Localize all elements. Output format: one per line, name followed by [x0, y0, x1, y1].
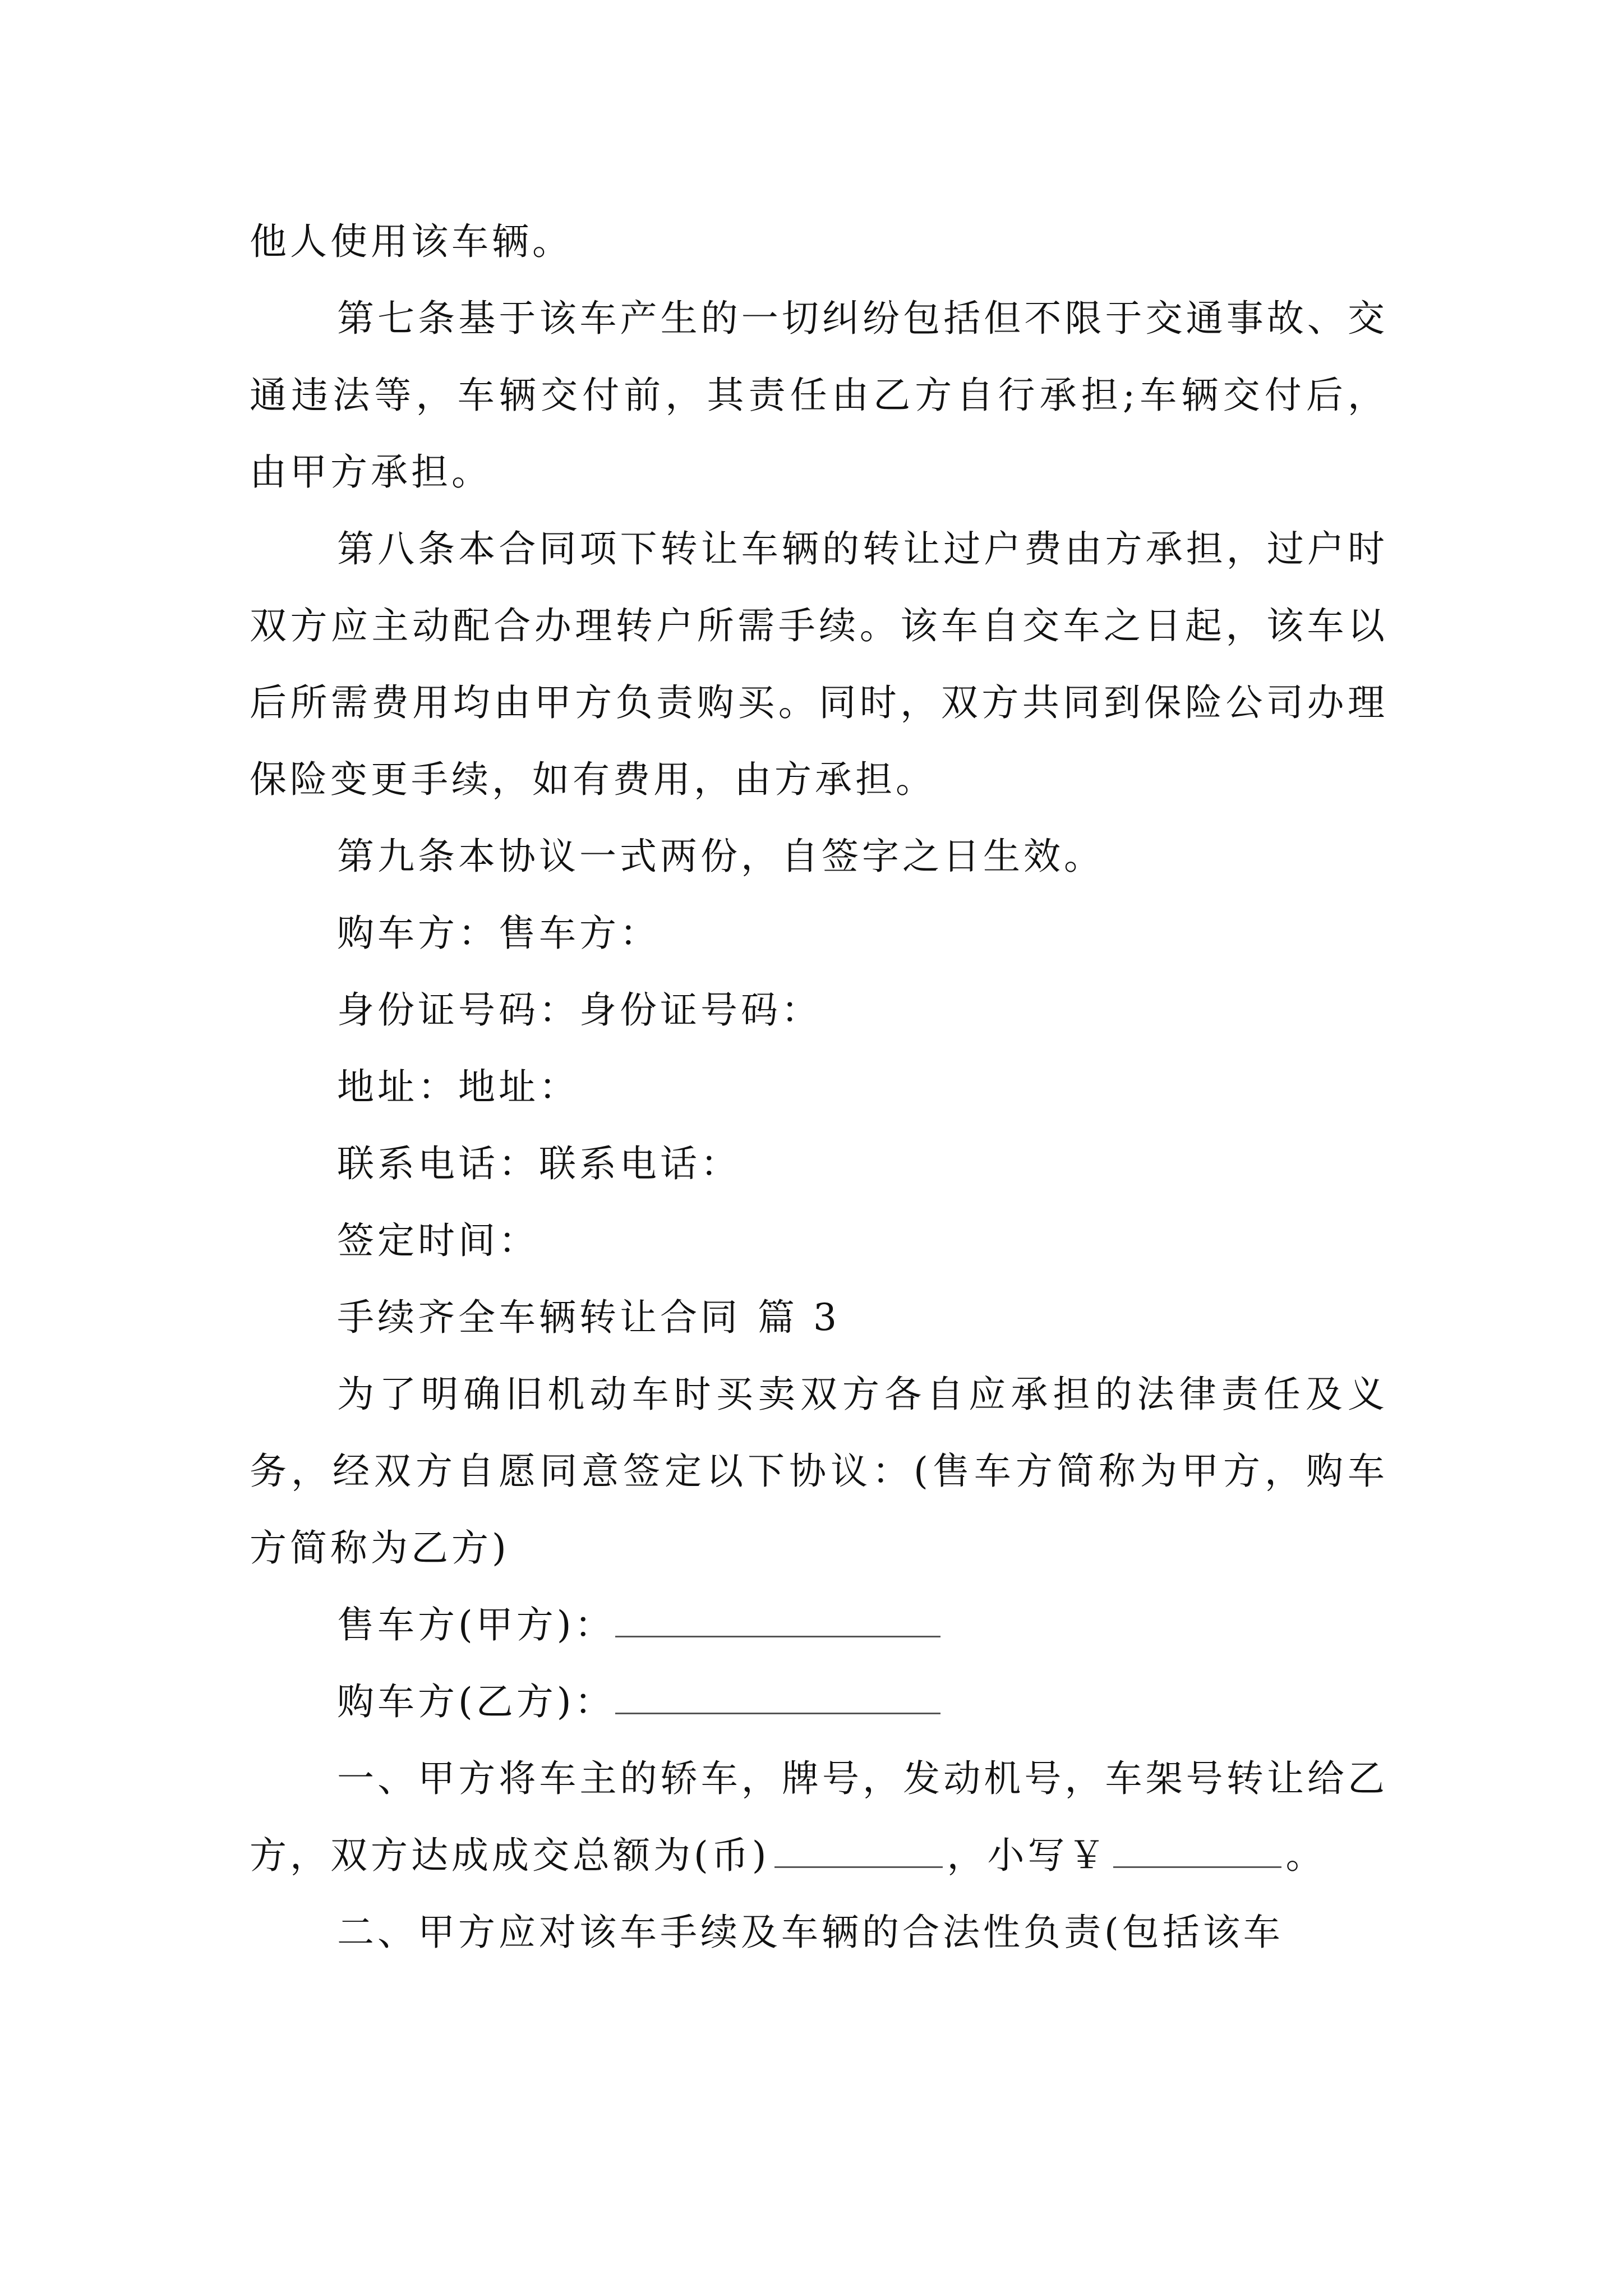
article-8: 第八条本合同项下转让车辆的转让过户费由方承担，过户时双方应主动配合办理转户所需手续。该车自交车之日起，该车以后所需费用均由甲方负责购买。同时，双方共同到保险公司办理保险变更手续，如有费用，由方承担。: [250, 527, 1388, 801]
amount-blank: [774, 1834, 943, 1868]
signature-date: 签定时间：: [337, 1219, 539, 1262]
preamble: 为了明确旧机动车时买卖双方各自应承担的法律责任及义务，经双方自愿同意签定以下协议：(售车方简称为甲方，购车方简称为乙方): [250, 1373, 1388, 1570]
signature-addresses: 地址：地址：: [337, 1065, 579, 1108]
clause-1: [250, 1740, 1388, 1894]
signature-id-numbers: 身份证号码：身份证号码：: [337, 988, 822, 1032]
amount-lowercase-blank: [1113, 1834, 1281, 1868]
seller-line: [250, 1586, 1388, 1663]
signature-buyer-seller: 购车方：售车方：: [337, 912, 660, 955]
section-tag: 篇 3: [758, 1296, 840, 1339]
clause-1-end: 。: [1285, 1834, 1326, 1877]
seller-label: 售车方(甲方)：: [337, 1603, 615, 1646]
section-heading: [250, 1279, 1388, 1356]
section-title: 手续齐全车辆转让合同: [337, 1296, 741, 1339]
document-body: [250, 203, 1388, 1971]
buyer-label: 购车方(乙方)：: [337, 1680, 615, 1723]
buyer-blank: [615, 1680, 940, 1714]
article-9: 第九条本协议一式两份，自签字之日生效。: [337, 835, 1104, 878]
buyer-line: [250, 1663, 1388, 1740]
seller-blank: [615, 1603, 940, 1637]
clause-1-text: 一、甲方将车主的轿车，牌号，发动机号，车架号转让给乙方，双方达成成交总额为(币): [250, 1757, 1388, 1877]
article-7: 第七条基于该车产生的一切纠纷包括但不限于交通事故、交通违法等，车辆交付前，其责任由乙方自行承担;车辆交付后，由甲方承担。: [250, 297, 1388, 494]
signature-phones: 联系电话：联系电话：: [337, 1142, 741, 1185]
clause-2: 二、甲方应对该车手续及车辆的合法性负责(包括该车: [337, 1911, 1284, 1954]
clause-1-lowercase-label: ，小写￥: [947, 1834, 1109, 1877]
paragraph-continued: 他人使用该车辆。: [250, 220, 573, 263]
